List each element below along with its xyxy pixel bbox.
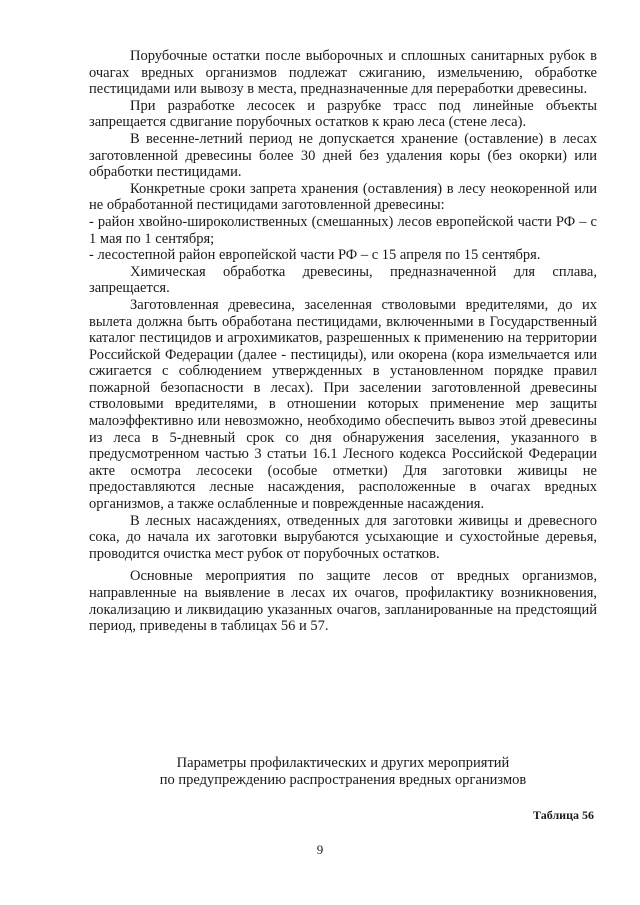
paragraph-5: Химическая обработка древесины, предназначенной для сплава, запрещается. <box>89 263 597 297</box>
body-text <box>89 48 597 635</box>
list-item-2: - лесостепной район европейской части РФ – с 15 апреля по 15 сентября. <box>89 247 541 264</box>
paragraph-4: Конкретные сроки запрета хранения (оставления) в лесу неокоренной или не обработанной пестицидами заготовленной древесины: <box>89 180 597 214</box>
paragraph-7: В лесных насаждениях, отведенных для заготовки живицы и древесного сока, до начала их заготовки вырубаются усыхающие и сухостойные деревья, проводится очистка мест рубок от порубочных остатков. <box>89 512 597 562</box>
paragraph-3: В весенне-летний период не допускается хранение (оставление) в лесах заготовленной древесины более 30 дней без удаления коры (без окорки) или обработки пестицидами. <box>89 130 597 181</box>
table-title <box>89 755 597 788</box>
paragraph-8: Основные мероприятия по защите лесов от вредных организмов, направленные на выявление в лесах их очагов, профилактику возникновения, локализацию и ликвидацию указанных очагов, запланированные на предстоящий период, приведены в таблицах 56 и 57. <box>89 568 597 635</box>
table-label: Таблица 56 <box>533 808 594 822</box>
paragraph-6: Заготовленная древесина, заселенная стволовыми вредителями, до их вылета должна быть обработана пестицидами, включенными в Государственный каталог пестицидов и агрохимикатов, разрешенных к применению на территории Российской Федерации (далее - пестициды), или окорена (кора измельчается или сжигается с соблюдением утвержденных в установленном порядке правил пожарной безопасности в лесах). При заселении заготовленной древесины стволовыми вредителями, в отношении которых применение мер защиты малоэффективно или невозможно, необходимо обеспечить вывоз этой древесины из леса в 5-дневный срок со дня обнаружения заселения, указанного в предусмотренном частью 3 статьи 16.1 Лесного кодекса Российской Федерации акте осмотра лесосеки (особые отметки) Для заготовки живицы не предоставляются лесные насаждения, расположенные в очагах вредных организмов, а также ослабленные и поврежденные насаждения. <box>89 296 597 513</box>
page-number: 9 <box>316 842 324 857</box>
table-title-line-2: по предупреждению распространения вредных организмов <box>159 771 527 788</box>
list-item-1: - район хвойно-широколиственных (смешанных) лесов европейской части РФ – с 1 мая по 1 сентября; <box>89 213 597 247</box>
paragraph-2: При разработке лесосек и разрубке трасс под линейные объекты запрещается сдвигание порубочных остатков к краю леса (стене леса). <box>89 97 597 131</box>
paragraph-1: Порубочные остатки после выборочных и сплошных санитарных рубок в очагах вредных организмов подлежат сжиганию, измельчению, обработке пестицидами или вывозу в места, предназначенные для переработки древесины. <box>89 48 597 98</box>
table-title-line-1: Параметры профилактических и других мероприятий <box>176 755 510 771</box>
